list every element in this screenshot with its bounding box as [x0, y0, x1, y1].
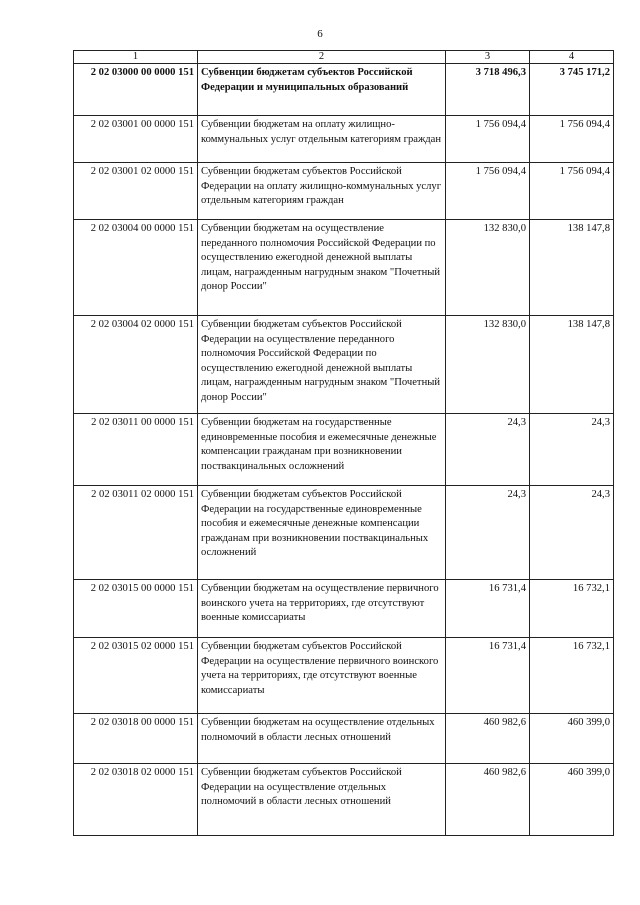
- row-value-col4: 16 732,1: [530, 580, 614, 638]
- row-value-col4: 16 732,1: [530, 638, 614, 714]
- row-code: 2 02 03011 02 0000 151: [74, 486, 198, 580]
- row-value-col3: 132 830,0: [446, 316, 530, 414]
- table-row: [74, 316, 614, 414]
- row-name: Субвенции бюджетам на оплату жилищно-коммунальных услуг отдельным категориям граждан: [198, 116, 446, 163]
- row-value-col4: 460 399,0: [530, 714, 614, 764]
- row-name: Субвенции бюджетам субъектов Российской Федерации на осуществление переданного полномочия Российской Федерации по осуществлению ежегодной денежной выплаты лицам, награжденным нагрудным знаком "Почетный донор России": [198, 316, 446, 414]
- table-row: [74, 638, 614, 714]
- row-code: 2 02 03001 00 0000 151: [74, 116, 198, 163]
- row-code: 2 02 03018 02 0000 151: [74, 764, 198, 836]
- table-row: [74, 414, 614, 486]
- row-code: 2 02 03018 00 0000 151: [74, 714, 198, 764]
- row-value-col3: 24,3: [446, 486, 530, 580]
- table-row: [74, 486, 614, 580]
- table-body: [74, 64, 614, 836]
- row-name: Субвенции бюджетам на государственные единовременные пособия и ежемесячные денежные компенсации гражданам при возникновении поствакцинальных осложнений: [198, 414, 446, 486]
- row-value-col3: 16 731,4: [446, 638, 530, 714]
- row-name: Субвенции бюджетам на осуществление первичного воинского учета на территориях, где отсутствуют военные комиссариаты: [198, 580, 446, 638]
- row-code: 2 02 03000 00 0000 151: [74, 64, 198, 116]
- table-row: [74, 64, 614, 116]
- row-value-col4: 24,3: [530, 414, 614, 486]
- row-name: Субвенции бюджетам субъектов Российской Федерации на государственные единовременные пособия и ежемесячные денежные компенсации гражданам при возникновении поствакцинальных осложнений: [198, 486, 446, 580]
- row-value-col4: 1 756 094,4: [530, 163, 614, 220]
- table-row: [74, 580, 614, 638]
- table-row: [74, 163, 614, 220]
- row-value-col4: 24,3: [530, 486, 614, 580]
- column-header: 1: [74, 51, 198, 64]
- column-header: 3: [446, 51, 530, 64]
- row-name: Субвенции бюджетам субъектов Российской Федерации на оплату жилищно-коммунальных услуг отдельным категориям граждан: [198, 163, 446, 220]
- column-header: 2: [198, 51, 446, 64]
- row-value-col4: 138 147,8: [530, 316, 614, 414]
- row-code: 2 02 03015 02 0000 151: [74, 638, 198, 714]
- column-header: 4: [530, 51, 614, 64]
- row-name: Субвенции бюджетам субъектов Российской Федерации на осуществление первичного воинского учета на территориях, где отсутствуют военные комиссариаты: [198, 638, 446, 714]
- row-name: Субвенции бюджетам на осуществление переданного полномочия Российской Федерации по осуществлению ежегодной денежной выплаты лицам, награжденным нагрудным знаком "Почетный донор России": [198, 220, 446, 316]
- table-row: [74, 714, 614, 764]
- budget-table: [73, 50, 614, 836]
- row-value-col3: 16 731,4: [446, 580, 530, 638]
- row-name: Субвенции бюджетам субъектов Российской Федерации и муниципальных образований: [198, 64, 446, 116]
- row-value-col4: 1 756 094,4: [530, 116, 614, 163]
- page-number: 6: [317, 28, 323, 40]
- row-value-col4: 138 147,8: [530, 220, 614, 316]
- row-code: 2 02 03011 00 0000 151: [74, 414, 198, 486]
- row-value-col4: 460 399,0: [530, 764, 614, 836]
- row-value-col3: 460 982,6: [446, 714, 530, 764]
- row-code: 2 02 03015 00 0000 151: [74, 580, 198, 638]
- table-header-row: [74, 51, 614, 64]
- row-value-col3: 1 756 094,4: [446, 116, 530, 163]
- row-value-col3: 1 756 094,4: [446, 163, 530, 220]
- row-name: Субвенции бюджетам на осуществление отдельных полномочий в области лесных отношений: [198, 714, 446, 764]
- row-value-col3: 132 830,0: [446, 220, 530, 316]
- row-name: Субвенции бюджетам субъектов Российской Федерации на осуществление отдельных полномочий в области лесных отношений: [198, 764, 446, 836]
- table-row: [74, 116, 614, 163]
- table-row: [74, 220, 614, 316]
- row-value-col3: 3 718 496,3: [446, 64, 530, 116]
- row-value-col3: 460 982,6: [446, 764, 530, 836]
- table-row: [74, 764, 614, 836]
- row-code: 2 02 03004 00 0000 151: [74, 220, 198, 316]
- row-value-col3: 24,3: [446, 414, 530, 486]
- row-value-col4: 3 745 171,2: [530, 64, 614, 116]
- row-code: 2 02 03001 02 0000 151: [74, 163, 198, 220]
- row-code: 2 02 03004 02 0000 151: [74, 316, 198, 414]
